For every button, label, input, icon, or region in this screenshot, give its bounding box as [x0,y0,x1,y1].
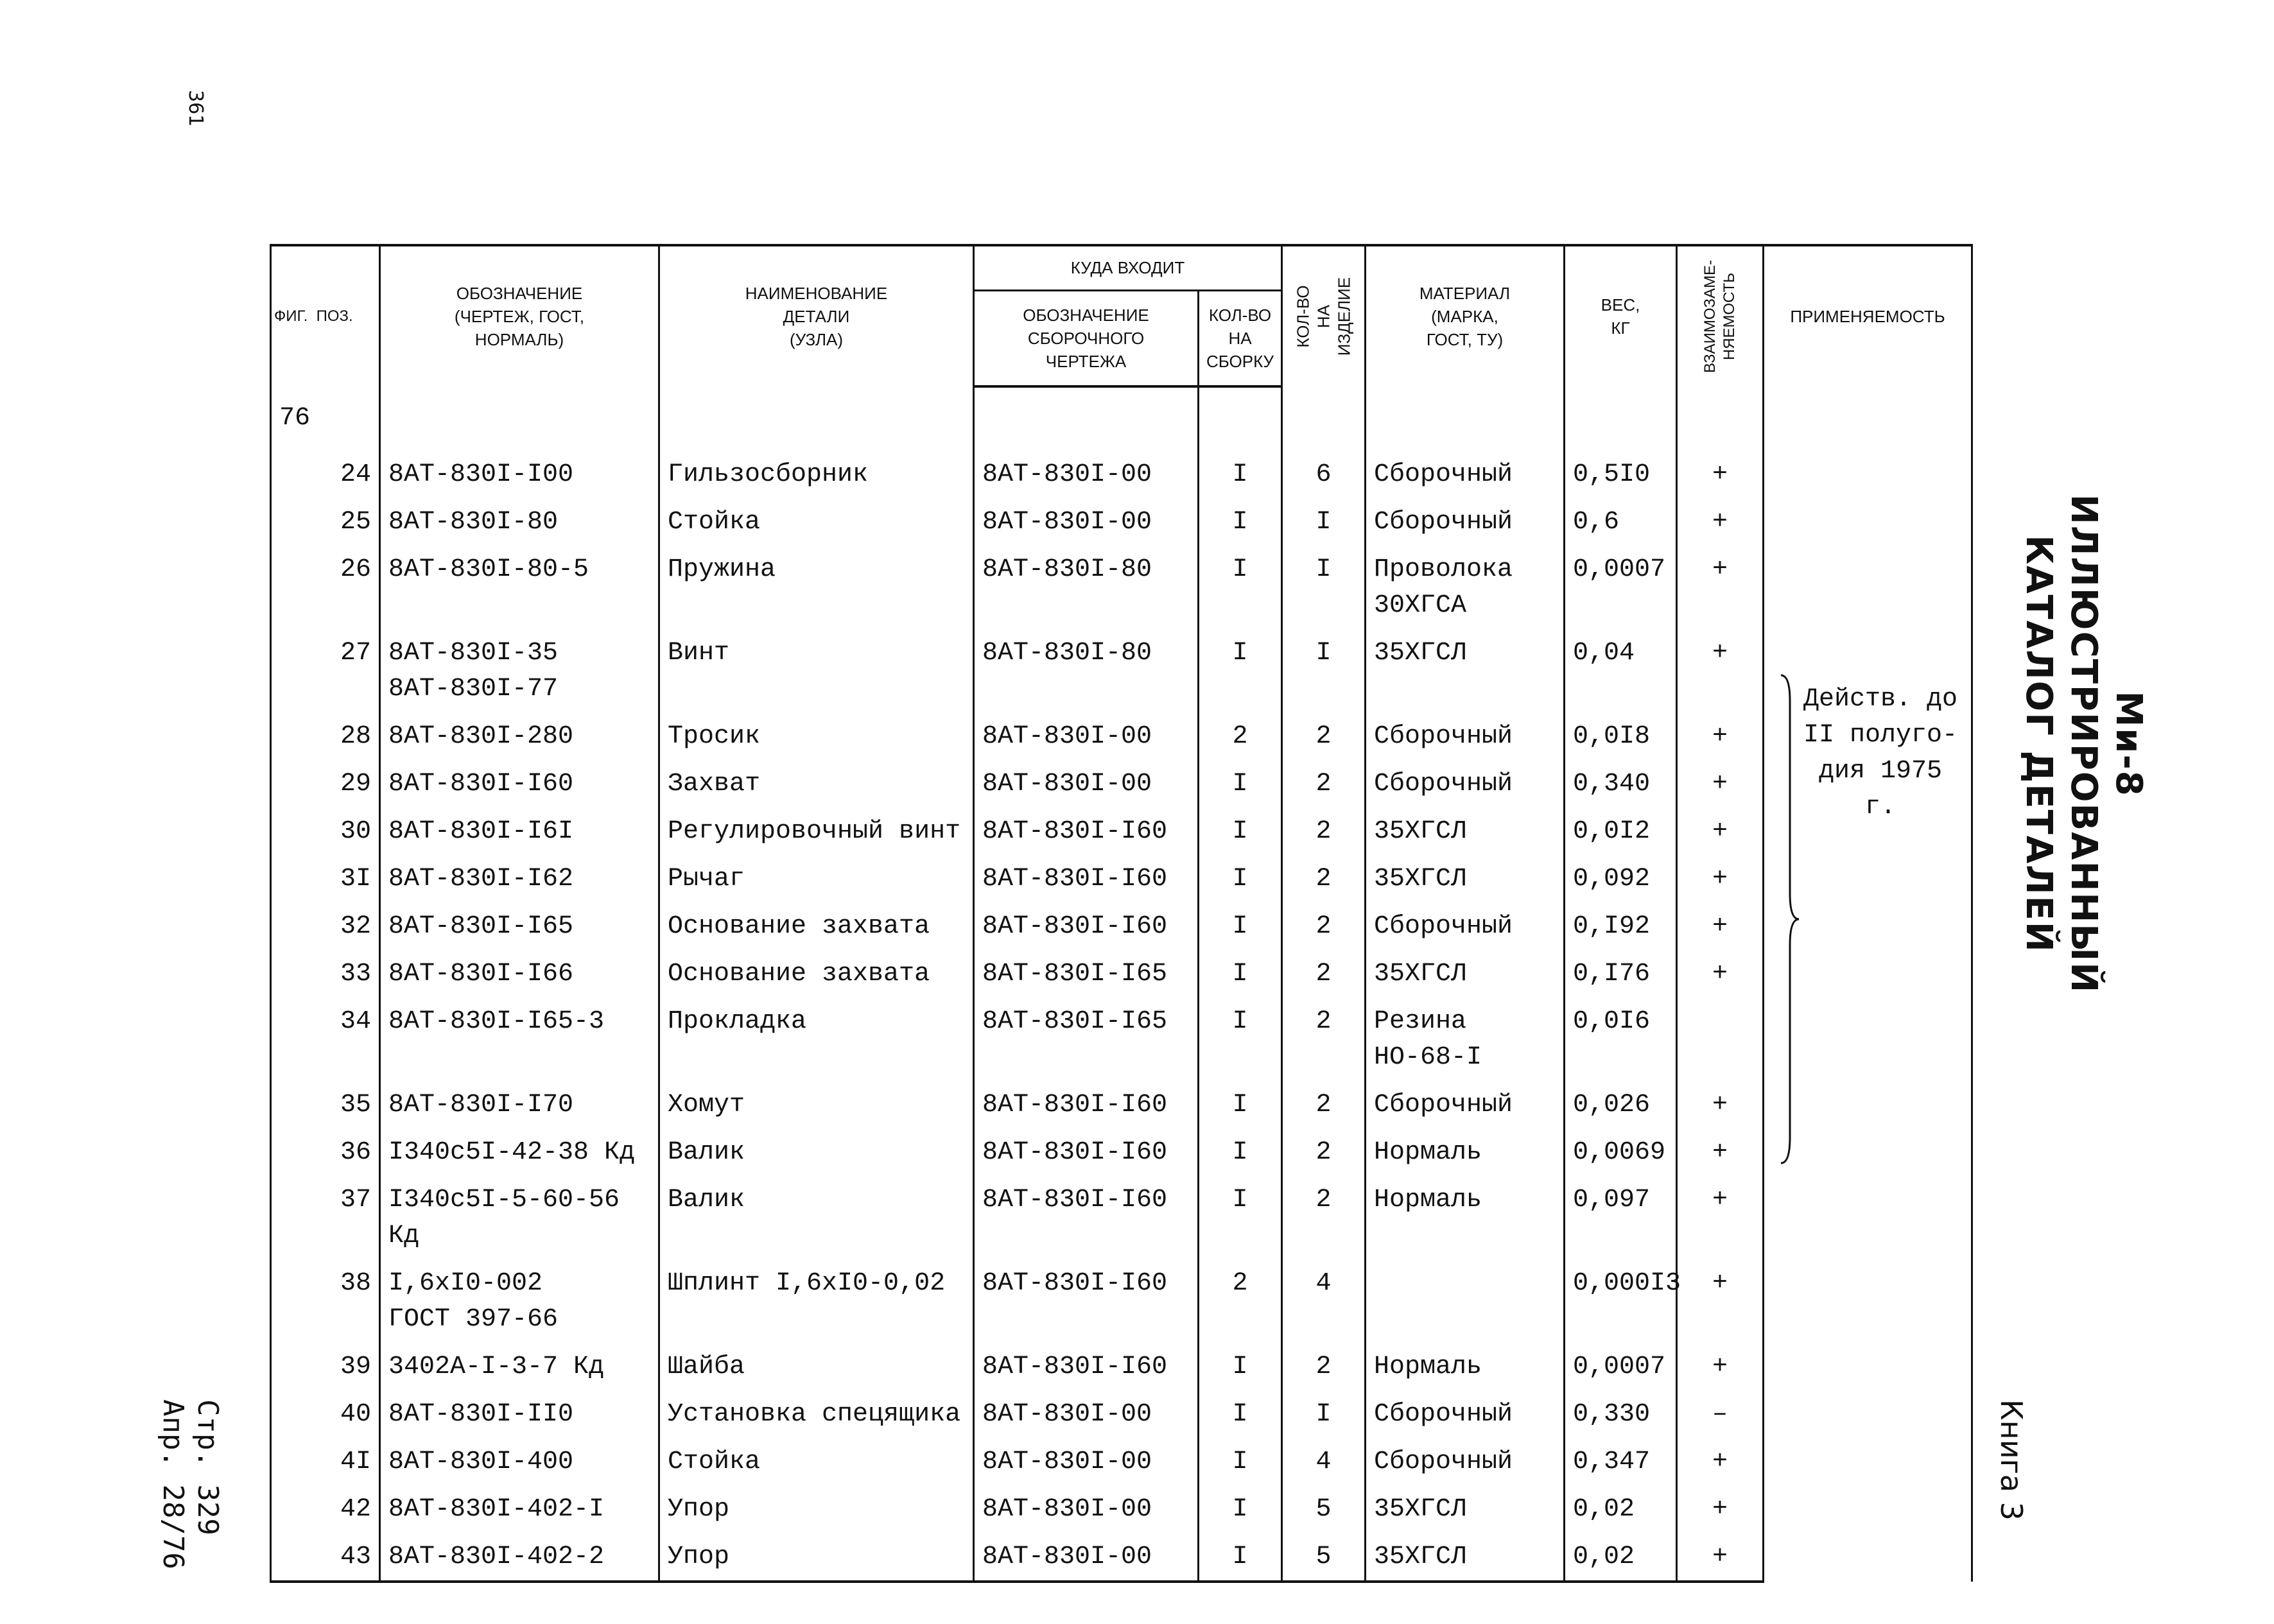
assembly-designation-cell: 8АТ-830I-I60 [974,1176,1199,1259]
part-name-cell: Упор [659,1533,974,1582]
qty-per-item-cell: I [1282,498,1366,546]
position-cell: 37 [271,1176,380,1259]
qty-per-assembly-cell: I [1199,855,1282,903]
assembly-designation-cell: 8АТ-830I-80 [974,546,1199,629]
catalog-name: ИЛЛЮСТРИРОВАННЫЙ КАТАЛОГ ДЕТАЛЕЙ [2018,494,2105,994]
interchangeability-cell: + [1677,629,1764,713]
header-material: МАТЕРИАЛ (МАРКА, ГОСТ, ТУ) [1366,245,1565,386]
catalog-title [2016,494,2151,994]
position-cell: 42 [271,1485,380,1533]
position-cell: 25 [271,498,380,546]
weight-cell: 0,04 [1565,629,1677,713]
qty-per-item-cell: 4 [1282,1438,1366,1485]
designation-cell: 8АТ-830I-402-I [380,1485,659,1533]
designation-cell: 8АТ-830I-II0 [380,1390,659,1438]
position-cell: 38 [271,1259,380,1343]
interchangeability-cell: + [1677,1259,1764,1343]
position-cell: 26 [271,546,380,629]
material-cell: Нормаль [1366,1343,1565,1390]
designation-cell: 8АТ-830I-I62 [380,855,659,903]
table-row [271,629,1972,713]
table-row [271,903,1972,950]
assembly-designation-cell: 8АТ-830I-I60 [974,1343,1199,1390]
table-row [271,1176,1972,1259]
interchangeability-cell: + [1677,1533,1764,1582]
material-cell: 35ХГСЛ [1366,1485,1565,1533]
material-cell: Нормаль [1366,1128,1565,1176]
weight-cell: 0,0007 [1565,546,1677,629]
interchangeability-cell: – [1677,1390,1764,1438]
interchangeability-cell: + [1677,1176,1764,1259]
qty-per-assembly-cell: I [1199,808,1282,855]
header-designation: ОБОЗНАЧЕНИЕ (ЧЕРТЕЖ, ГОСТ, НОРМАЛЬ) [380,245,659,386]
qty-per-item-cell: I [1282,1390,1366,1438]
material-cell: 35ХГСЛ [1366,950,1565,998]
part-name-cell: Валик [659,1128,974,1176]
qty-per-assembly-cell: I [1199,629,1282,713]
position-cell: 27 [271,629,380,713]
qty-per-item-cell: 2 [1282,998,1366,1081]
weight-cell: 0,I92 [1565,903,1677,950]
header-fig-pos [271,245,380,386]
table-row [271,1438,1972,1485]
header-qty-per-item [1282,245,1366,386]
header-name: НАИМЕНОВАНИЕ ДЕТАЛИ (УЗЛА) [659,245,974,386]
designation-cell: 8АТ-830I-400 [380,1438,659,1485]
qty-per-assembly-cell: I [1199,1485,1282,1533]
weight-cell: 0,0I6 [1565,998,1677,1081]
material-cell: 35ХГСЛ [1366,808,1565,855]
material-cell: Нормаль [1366,1176,1565,1259]
table-row [271,1533,1972,1582]
table-row [271,1128,1972,1176]
designation-cell: 8АТ-830I-I60 [380,760,659,808]
applicability-note: Действ. до II полуго- дия 1975 г. [1803,685,1958,822]
table-row [271,998,1972,1081]
table-row [271,808,1972,855]
position-cell: 32 [271,903,380,950]
qty-per-assembly-cell: I [1199,903,1282,950]
assembly-designation-cell: 8АТ-830I-00 [974,451,1199,498]
table-row [271,950,1972,998]
qty-per-item-cell: 2 [1282,1343,1366,1390]
footer-page-ref: Стр. 329 [191,1399,224,1535]
position-cell: 34 [271,998,380,1081]
page-footer [155,1399,225,1569]
assembly-designation-cell: 8АТ-830I-I65 [974,998,1199,1081]
qty-per-assembly-cell: I [1199,1390,1282,1438]
qty-per-assembly-cell: I [1199,1438,1282,1485]
designation-cell: 8АТ-830I-I65-3 [380,998,659,1081]
part-name-cell: Рычаг [659,855,974,903]
weight-cell: 0,092 [1565,855,1677,903]
designation-cell: 8АТ-830I-I66 [380,950,659,998]
material-cell: Сборочный [1366,760,1565,808]
qty-per-item-cell: 5 [1282,1533,1366,1582]
interchangeability-cell: + [1677,760,1764,808]
material-cell: Сборочный [1366,903,1565,950]
designation-cell: 8АТ-830I-402-2 [380,1533,659,1582]
material-cell: 35ХГСЛ [1366,629,1565,713]
table-row [271,451,1972,498]
material-cell: Сборочный [1366,1390,1565,1438]
weight-cell: 0,000I3 [1565,1259,1677,1343]
designation-cell: 8АТ-830I-I70 [380,1081,659,1128]
part-name-cell: Прокладка [659,998,974,1081]
qty-per-item-cell: 2 [1282,713,1366,760]
assembly-designation-cell: 8АТ-830I-I60 [974,808,1199,855]
qty-per-assembly-cell: I [1199,1081,1282,1128]
header-applicability: ПРИМЕНЯЕМОСТЬ [1764,245,1972,386]
weight-cell: 0,0I8 [1565,713,1677,760]
part-name-cell: Гильзосборник [659,451,974,498]
assembly-designation-cell: 8АТ-830I-I60 [974,855,1199,903]
part-name-cell: Шплинт I,6xI0-0,02 [659,1259,974,1343]
assembly-designation-cell: 8АТ-830I-I60 [974,903,1199,950]
assembly-designation-cell: 8АТ-830I-I65 [974,950,1199,998]
designation-cell: 8АТ-830I-I6I [380,808,659,855]
qty-per-assembly-cell: 2 [1199,713,1282,760]
interchangeability-cell: + [1677,451,1764,498]
weight-cell: 0,0I2 [1565,808,1677,855]
aircraft-model: Ми-8 [2108,691,2149,797]
interchangeability-cell: + [1677,546,1764,629]
part-name-cell: Пружина [659,546,974,629]
weight-cell: 0,02 [1565,1533,1677,1582]
designation-cell: 8АТ-830I-I65 [380,903,659,950]
weight-cell: 0,I76 [1565,950,1677,998]
table-row [271,1390,1972,1438]
qty-per-item-cell: 5 [1282,1485,1366,1533]
qty-per-item-cell: 2 [1282,1176,1366,1259]
position-cell: 39 [271,1343,380,1390]
part-name-cell: Валик [659,1176,974,1259]
material-cell: 35ХГСЛ [1366,1533,1565,1582]
weight-cell: 0,02 [1565,1485,1677,1533]
interchangeability-cell: + [1677,1081,1764,1128]
part-name-cell: Основание захвата [659,950,974,998]
qty-per-item-cell: 2 [1282,1081,1366,1128]
designation-cell: I340c5I-42-38 Кд [380,1128,659,1176]
weight-cell: 0,6 [1565,498,1677,546]
part-name-cell: Установка спецящика [659,1390,974,1438]
interchangeability-cell: + [1677,713,1764,760]
assembly-designation-cell: 8АТ-830I-00 [974,1485,1199,1533]
weight-cell: 0,330 [1565,1390,1677,1438]
header-interchangeability [1677,245,1764,386]
qty-per-item-cell: I [1282,546,1366,629]
material-cell: Проволока 30ХГСА [1366,546,1565,629]
assembly-designation-cell: 8АТ-830I-00 [974,760,1199,808]
qty-per-assembly-cell: I [1199,451,1282,498]
assembly-designation-cell: 8АТ-830I-00 [974,1438,1199,1485]
table-row [271,855,1972,903]
part-name-cell: Шайба [659,1343,974,1390]
qty-per-assembly-cell: I [1199,1176,1282,1259]
material-cell [1366,1259,1565,1343]
weight-cell: 0,340 [1565,760,1677,808]
material-cell: Резина НО-68-I [1366,998,1565,1081]
qty-per-item-cell: 4 [1282,1259,1366,1343]
qty-per-assembly-cell: I [1199,1343,1282,1390]
header-pos: ПОЗ. [316,307,353,325]
interchangeability-cell: + [1677,1485,1764,1533]
assembly-designation-cell: 8АТ-830I-00 [974,498,1199,546]
assembly-designation-cell: 8АТ-830I-I60 [974,1128,1199,1176]
material-cell: Сборочный [1366,451,1565,498]
qty-per-item-cell: 2 [1282,903,1366,950]
assembly-designation-cell: 8АТ-830I-00 [974,1390,1199,1438]
header-weight: ВЕС, КГ [1565,245,1677,386]
table-row [271,1081,1972,1128]
designation-cell: 8АТ-830I-280 [380,713,659,760]
weight-cell: 0,347 [1565,1438,1677,1485]
qty-per-assembly-cell: I [1199,498,1282,546]
position-cell: 3I [271,855,380,903]
parts-catalog-table [270,244,1973,1583]
header-interchangeability-text: ВЗАИМОЗАМЕ- НЯЕМОСТЬ [1701,259,1738,374]
position-cell: 30 [271,808,380,855]
page-number: 361 [184,90,207,127]
qty-per-item-cell: 2 [1282,1128,1366,1176]
material-cell: Сборочный [1366,498,1565,546]
weight-cell: 0,026 [1565,1081,1677,1128]
figure-number: 76 [271,386,380,451]
assembly-designation-cell: 8АТ-830I-00 [974,713,1199,760]
qty-per-assembly-cell: I [1199,760,1282,808]
designation-cell: 8АТ-830I-I00 [380,451,659,498]
assembly-designation-cell: 8АТ-830I-00 [974,1533,1199,1582]
header-qty-per-assembly: КОЛ-ВО НА СБОРКУ [1199,290,1282,386]
material-cell: Сборочный [1366,713,1565,760]
qty-per-item-cell: 2 [1282,808,1366,855]
table-row [271,1343,1972,1390]
designation-cell: 3402А-I-3-7 Кд [380,1343,659,1390]
header-qty-per-item-text: КОЛ-ВО НА ИЗДЕЛИЕ [1293,277,1354,356]
interchangeability-cell: + [1677,1438,1764,1485]
designation-cell: I340c5I-5-60-56 Кд [380,1176,659,1259]
applicability-cell [1764,386,1972,1582]
qty-per-item-cell: 6 [1282,451,1366,498]
qty-per-item-cell: 2 [1282,855,1366,903]
position-cell: 28 [271,713,380,760]
interchangeability-cell [1677,998,1764,1081]
material-cell: Сборочный [1366,1438,1565,1485]
part-name-cell: Основание захвата [659,903,974,950]
table-row [271,760,1972,808]
header-where-used: КУДА ВХОДИТ [974,245,1282,290]
designation-cell: 8АТ-830I-80-5 [380,546,659,629]
brace-icon [1776,662,1801,1176]
qty-per-assembly-cell: I [1199,546,1282,629]
header-assembly-designation: ОБОЗНАЧЕНИЕ СБОРОЧНОГО ЧЕРТЕЖА [974,290,1199,386]
position-cell: 36 [271,1128,380,1176]
material-cell: 35ХГСЛ [1366,855,1565,903]
interchangeability-cell: + [1677,855,1764,903]
footer-date: Апр. 28/76 [157,1399,189,1569]
qty-per-item-cell: I [1282,629,1366,713]
interchangeability-cell: + [1677,498,1764,546]
part-name-cell: Стойка [659,498,974,546]
position-cell: 33 [271,950,380,998]
assembly-designation-cell: 8АТ-830I-I60 [974,1259,1199,1343]
assembly-designation-cell: 8АТ-830I-80 [974,629,1199,713]
qty-per-assembly-cell: I [1199,1128,1282,1176]
designation-cell: I,6xI0-002 ГОСТ 397-66 [380,1259,659,1343]
weight-cell: 0,097 [1565,1176,1677,1259]
assembly-designation-cell: 8АТ-830I-I60 [974,1081,1199,1128]
part-name-cell: Упор [659,1485,974,1533]
part-name-cell: Тросик [659,713,974,760]
qty-per-item-cell: 2 [1282,950,1366,998]
table-row [271,1259,1972,1343]
position-cell: 35 [271,1081,380,1128]
weight-cell: 0,0069 [1565,1128,1677,1176]
position-cell: 40 [271,1390,380,1438]
table-row [271,1485,1972,1533]
designation-cell: 8АТ-830I-35 8АТ-830I-77 [380,629,659,713]
position-cell: 29 [271,760,380,808]
position-cell: 4I [271,1438,380,1485]
interchangeability-cell: + [1677,1128,1764,1176]
material-cell: Сборочный [1366,1081,1565,1128]
qty-per-assembly-cell: I [1199,950,1282,998]
book-label: Книга 3 [1994,1399,2029,1521]
table-row [271,713,1972,760]
weight-cell: 0,5I0 [1565,451,1677,498]
header-fig: ФИГ. [274,307,308,325]
interchangeability-cell: + [1677,1343,1764,1390]
table-row [271,498,1972,546]
position-cell: 43 [271,1533,380,1582]
interchangeability-cell: + [1677,950,1764,998]
table-row [271,546,1972,629]
qty-per-assembly-cell: I [1199,998,1282,1081]
part-name-cell: Хомут [659,1081,974,1128]
weight-cell: 0,0007 [1565,1343,1677,1390]
part-name-cell: Регулировочный винт [659,808,974,855]
figure-row [271,386,1972,451]
qty-per-assembly-cell: 2 [1199,1259,1282,1343]
part-name-cell: Стойка [659,1438,974,1485]
interchangeability-cell: + [1677,808,1764,855]
qty-per-assembly-cell: I [1199,1533,1282,1582]
part-name-cell: Винт [659,629,974,713]
qty-per-item-cell: 2 [1282,760,1366,808]
interchangeability-cell: + [1677,903,1764,950]
part-name-cell: Захват [659,760,974,808]
designation-cell: 8АТ-830I-80 [380,498,659,546]
position-cell: 24 [271,451,380,498]
